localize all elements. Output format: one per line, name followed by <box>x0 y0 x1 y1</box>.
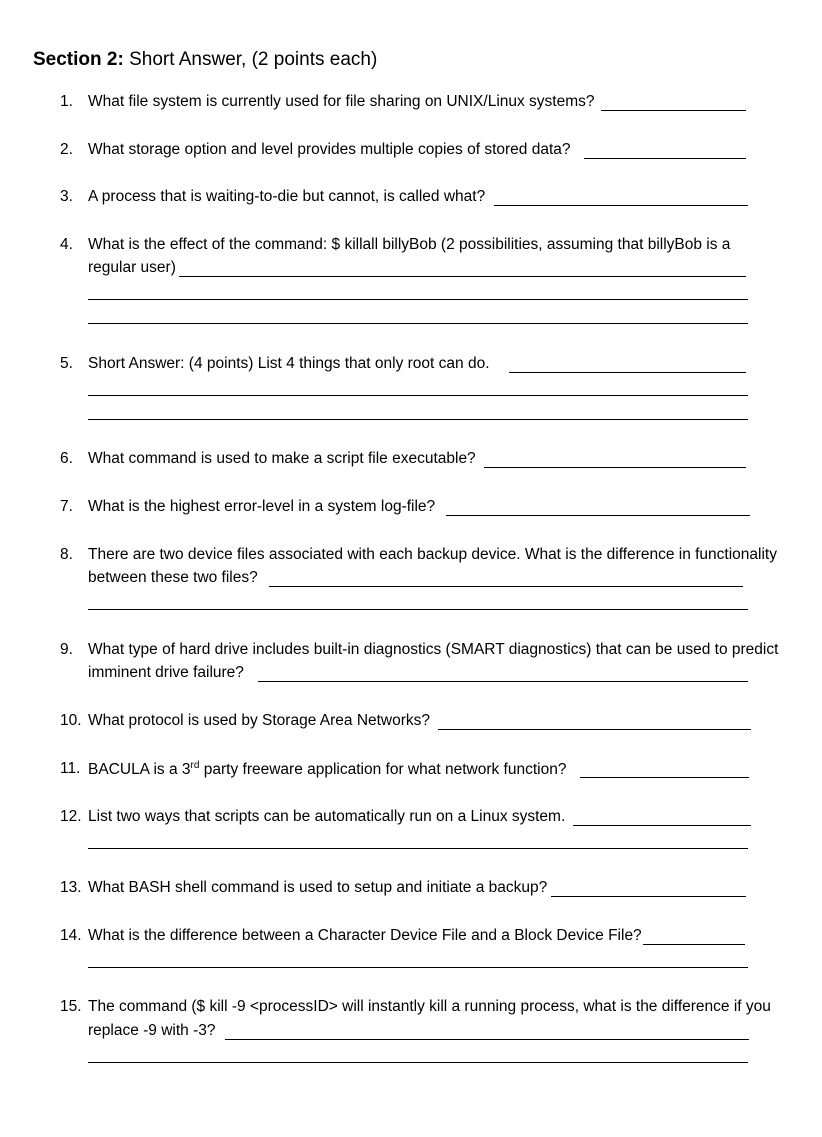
question-number: 15. <box>60 998 82 1015</box>
answer-line[interactable] <box>88 1062 748 1063</box>
section-subtitle: Short Answer, (2 points each) <box>129 49 378 70</box>
question-number: 13. <box>60 879 82 896</box>
answer-blank[interactable] <box>551 896 746 897</box>
question-number: 1. <box>60 93 73 110</box>
question-text: BACULA is a 3rd party freeware application for what network function? <box>88 760 567 778</box>
answer-line[interactable] <box>88 419 748 420</box>
question-text: What is the effect of the command: $ killall billyBob (2 possibilities, assuming that billyBob is a <box>88 236 731 253</box>
answer-line[interactable] <box>88 323 748 324</box>
question-text-cont: regular user) <box>88 259 176 276</box>
question-text-cont: imminent drive failure? <box>88 664 244 681</box>
question-text: What is the highest error-level in a system log-file? <box>88 498 436 515</box>
question-text: What file system is currently used for file sharing on UNIX/Linux systems? <box>88 93 595 110</box>
answer-blank[interactable] <box>269 586 743 587</box>
answer-blank[interactable] <box>258 681 748 682</box>
question-text: What protocol is used by Storage Area Networks? <box>88 712 431 729</box>
question-number: 3. <box>60 188 73 205</box>
question-number: 4. <box>60 236 73 253</box>
answer-line[interactable] <box>88 848 748 849</box>
question-text: Short Answer: (4 points) List 4 things that only root can do. <box>88 355 490 372</box>
answer-blank[interactable] <box>580 777 749 778</box>
answer-blank[interactable] <box>601 110 746 111</box>
answer-line[interactable] <box>88 299 748 300</box>
question-number: 14. <box>60 927 82 944</box>
question-text: The command ($ kill -9 <processID> will instantly kill a running process, what is the difference if you <box>88 998 771 1015</box>
answer-blank[interactable] <box>643 944 745 945</box>
question-number: 7. <box>60 498 73 515</box>
question-text-cont: replace -9 with -3? <box>88 1022 216 1039</box>
question-number: 2. <box>60 141 73 158</box>
answer-blank[interactable] <box>438 729 751 730</box>
question-number: 11. <box>60 760 81 777</box>
question-number: 9. <box>60 641 73 658</box>
answer-blank[interactable] <box>225 1039 749 1040</box>
question-text: What BASH shell command is used to setup and initiate a backup? <box>88 879 548 896</box>
question-number: 8. <box>60 546 73 563</box>
question-text: What command is used to make a script file executable? <box>88 450 476 467</box>
answer-blank[interactable] <box>179 276 746 277</box>
answer-blank[interactable] <box>509 372 746 373</box>
answer-blank[interactable] <box>446 515 750 516</box>
section-heading <box>33 49 377 71</box>
question-number: 10. <box>60 712 82 729</box>
question-text: What is the difference between a Character Device File and a Block Device File? <box>88 927 642 944</box>
question-text: There are two device files associated with each backup device. What is the difference in functionality <box>88 546 777 563</box>
answer-line[interactable] <box>88 609 748 610</box>
question-number: 6. <box>60 450 73 467</box>
question-text: A process that is waiting-to-die but cannot, is called what? <box>88 188 486 205</box>
answer-line[interactable] <box>88 395 748 396</box>
answer-line[interactable] <box>88 967 748 968</box>
answer-blank[interactable] <box>494 205 748 206</box>
question-text: What type of hard drive includes built-in diagnostics (SMART diagnostics) that can be used to predict <box>88 641 779 658</box>
question-text-cont: between these two files? <box>88 569 258 586</box>
question-number: 12. <box>60 808 82 825</box>
question-text: List two ways that scripts can be automatically run on a Linux system. <box>88 808 566 825</box>
question-number: 5. <box>60 355 73 372</box>
section-label: Section 2: <box>33 49 124 70</box>
answer-blank[interactable] <box>573 825 751 826</box>
answer-blank[interactable] <box>584 158 746 159</box>
answer-blank[interactable] <box>484 467 746 468</box>
question-text: What storage option and level provides multiple copies of stored data? <box>88 141 571 158</box>
